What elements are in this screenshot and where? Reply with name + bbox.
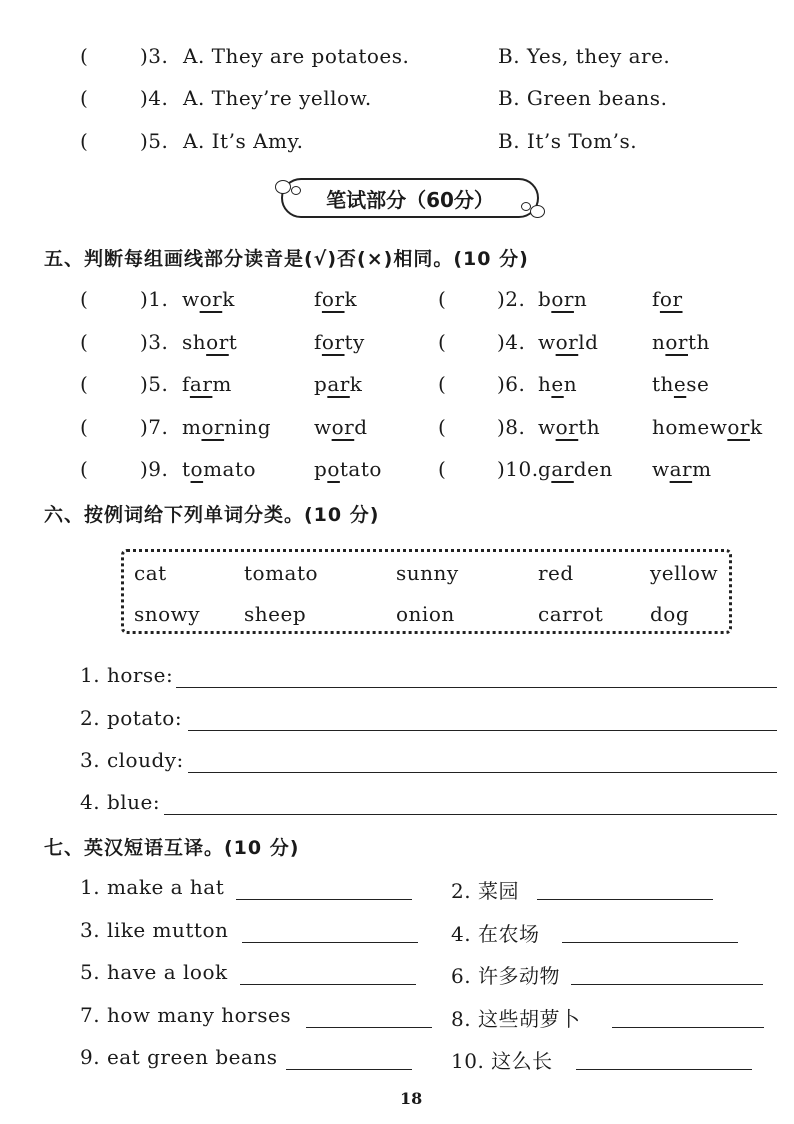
word-part: f: [182, 372, 190, 396]
underlined-word: [652, 330, 710, 354]
word-part: k: [349, 372, 363, 396]
bubble-decoration-icon: [275, 180, 291, 194]
bubble-decoration-icon: [291, 186, 301, 195]
item-number: )4.: [497, 330, 526, 354]
word-part: w: [182, 287, 200, 311]
word-underlined-part: or: [321, 330, 345, 354]
answer-paren: (: [80, 86, 89, 110]
answer-paren: (: [80, 372, 89, 396]
underlined-word: [314, 372, 362, 396]
word-underlined-part: ar: [189, 372, 213, 396]
word-part: ty: [344, 330, 365, 354]
word-part: f: [652, 287, 660, 311]
item-number: )9.: [140, 457, 169, 481]
answer-line[interactable]: [306, 1027, 432, 1028]
word-bank-item: sheep: [244, 602, 307, 626]
word-part: f: [314, 287, 322, 311]
answer-paren: (: [438, 415, 447, 439]
underlined-word: [652, 457, 712, 481]
word-part: f: [314, 330, 322, 354]
word-part: m: [212, 372, 232, 396]
word-part: den: [573, 457, 613, 481]
phrase-item: 9. eat green beans: [80, 1045, 278, 1069]
word-bank-item: yellow: [650, 561, 719, 585]
word-part: k: [344, 287, 358, 311]
word-part: n: [563, 372, 578, 396]
word-part: w: [314, 415, 332, 439]
word-underlined-part: ar: [669, 457, 693, 481]
answer-paren: (: [80, 457, 89, 481]
word-underlined-part: or: [201, 415, 225, 439]
word-part: p: [314, 372, 328, 396]
word-underlined-part: or: [659, 287, 683, 311]
word-part: t: [228, 330, 238, 354]
word-bank-item: cat: [134, 561, 167, 585]
underlined-word: [314, 287, 357, 311]
phrase-item: 10. 这么长: [451, 1049, 553, 1073]
word-part: th: [688, 330, 710, 354]
word-part: ning: [224, 415, 272, 439]
section-banner-label: 笔试部分（60分）: [326, 187, 494, 212]
word-part: t: [182, 457, 191, 481]
answer-line[interactable]: [236, 899, 412, 900]
word-underlined-part: or: [551, 287, 574, 311]
item-number: )7.: [140, 415, 169, 439]
underlined-word: [538, 330, 598, 354]
word-part: sh: [182, 330, 207, 354]
word-underlined-part: e: [673, 372, 687, 396]
word-part: m: [182, 415, 202, 439]
item-number: )4.: [140, 86, 169, 110]
phrase-item: 5. have a look: [80, 960, 228, 984]
item-number: )10.: [497, 457, 539, 481]
underlined-word: [182, 372, 232, 396]
phrase-item: 7. how many horses: [80, 1003, 292, 1027]
phrase-item: 4. 在农场: [451, 922, 540, 946]
category-prompt: 1. horse:: [80, 663, 174, 687]
item-number: )8.: [497, 415, 526, 439]
section6-title: 六、按例词给下列单词分类。(10 分): [44, 504, 380, 526]
category-prompt: 4. blue:: [80, 790, 161, 814]
word-bank-item: red: [538, 561, 574, 585]
answer-line[interactable]: [188, 772, 777, 773]
word-part: w: [538, 330, 556, 354]
word-part: h: [538, 372, 552, 396]
phrase-item: 6. 许多动物: [451, 964, 560, 988]
underlined-word: [652, 372, 709, 396]
word-bank-item: dog: [650, 602, 690, 626]
option-a: A. They are potatoes.: [183, 44, 410, 68]
word-part: g: [538, 457, 552, 481]
word-part: se: [686, 372, 710, 396]
word-part: k: [749, 415, 763, 439]
underlined-word: [538, 372, 577, 396]
answer-line[interactable]: [188, 730, 777, 731]
underlined-word: [652, 287, 683, 311]
underlined-word: [538, 457, 613, 481]
answer-paren: (: [438, 287, 447, 311]
answer-paren: (: [80, 415, 89, 439]
answer-line[interactable]: [612, 1027, 764, 1028]
phrase-item: 2. 菜园: [451, 879, 519, 903]
option-b: B. Green beans.: [498, 86, 668, 110]
word-part: p: [314, 457, 328, 481]
category-prompt: 2. potato:: [80, 706, 183, 730]
item-number: )2.: [497, 287, 526, 311]
word-bank-item: snowy: [134, 602, 201, 626]
category-prompt: 3. cloudy:: [80, 748, 184, 772]
page-number: 18: [400, 1089, 423, 1108]
word-underlined-part: or: [555, 330, 579, 354]
bubble-decoration-icon: [530, 205, 545, 218]
section-banner: [281, 178, 539, 218]
section5-title: 五、判断每组画线部分读音是(√)否(×)相同。(10 分): [44, 248, 529, 270]
word-bank-item: carrot: [538, 602, 604, 626]
answer-line[interactable]: [576, 1069, 752, 1070]
underlined-word: [182, 415, 271, 439]
underlined-word: [182, 287, 235, 311]
answer-line[interactable]: [242, 942, 418, 943]
answer-line[interactable]: [571, 984, 763, 985]
word-underlined-part: ar: [551, 457, 574, 481]
answer-paren: (: [80, 287, 89, 311]
answer-line[interactable]: [286, 1069, 412, 1070]
item-number: )5.: [140, 129, 169, 153]
underlined-word: [538, 415, 600, 439]
underlined-word: [182, 457, 256, 481]
option-b: B. Yes, they are.: [498, 44, 671, 68]
word-part: m: [692, 457, 712, 481]
word-part: w: [538, 415, 556, 439]
word-part: b: [538, 287, 552, 311]
item-number: )3.: [140, 44, 169, 68]
answer-line[interactable]: [562, 942, 738, 943]
word-part: n: [573, 287, 588, 311]
word-underlined-part: or: [321, 287, 345, 311]
word-underlined-part: or: [331, 415, 355, 439]
option-a: A. It’s Amy.: [183, 129, 304, 153]
item-number: )1.: [140, 287, 169, 311]
word-bank-item: sunny: [396, 561, 459, 585]
answer-paren: (: [80, 330, 89, 354]
word-underlined-part: o: [190, 457, 204, 481]
word-underlined-part: or: [199, 287, 223, 311]
word-part: d: [354, 415, 368, 439]
answer-paren: (: [80, 129, 89, 153]
underlined-word: [538, 287, 587, 311]
answer-paren: (: [438, 372, 447, 396]
underlined-word: [182, 330, 237, 354]
item-number: )3.: [140, 330, 169, 354]
word-part: k: [222, 287, 235, 311]
answer-line[interactable]: [537, 899, 713, 900]
answer-line[interactable]: [176, 687, 777, 688]
word-part: ld: [578, 330, 599, 354]
word-underlined-part: or: [555, 415, 579, 439]
word-underlined-part: ar: [327, 372, 350, 396]
underlined-word: [652, 415, 763, 439]
item-number: )6.: [497, 372, 526, 396]
underlined-word: [314, 330, 365, 354]
answer-paren: (: [438, 457, 447, 481]
word-underlined-part: or: [665, 330, 688, 354]
word-part: th: [578, 415, 601, 439]
underlined-word: [314, 457, 382, 481]
answer-line[interactable]: [240, 984, 416, 985]
word-underlined-part: or: [206, 330, 229, 354]
word-underlined-part: e: [551, 372, 564, 396]
phrase-item: 1. make a hat: [80, 875, 225, 899]
phrase-item: 8. 这些胡萝卜: [451, 1007, 581, 1031]
answer-line[interactable]: [164, 814, 777, 815]
option-b: B. It’s Tom’s.: [498, 129, 638, 153]
word-underlined-part: or: [727, 415, 750, 439]
word-part: n: [652, 330, 666, 354]
item-number: )5.: [140, 372, 169, 396]
option-a: A. They’re yellow.: [183, 86, 372, 110]
word-part: th: [652, 372, 674, 396]
underlined-word: [314, 415, 368, 439]
word-bank-item: onion: [396, 602, 455, 626]
word-part: w: [652, 457, 670, 481]
section7-title: 七、英汉短语互译。(10 分): [44, 837, 300, 859]
word-part: tato: [339, 457, 382, 481]
word-bank-item: tomato: [244, 561, 319, 585]
word-part: mato: [203, 457, 257, 481]
answer-paren: (: [80, 44, 89, 68]
word-part: homew: [652, 415, 728, 439]
phrase-item: 3. like mutton: [80, 918, 229, 942]
answer-paren: (: [438, 330, 447, 354]
word-underlined-part: o: [327, 457, 340, 481]
